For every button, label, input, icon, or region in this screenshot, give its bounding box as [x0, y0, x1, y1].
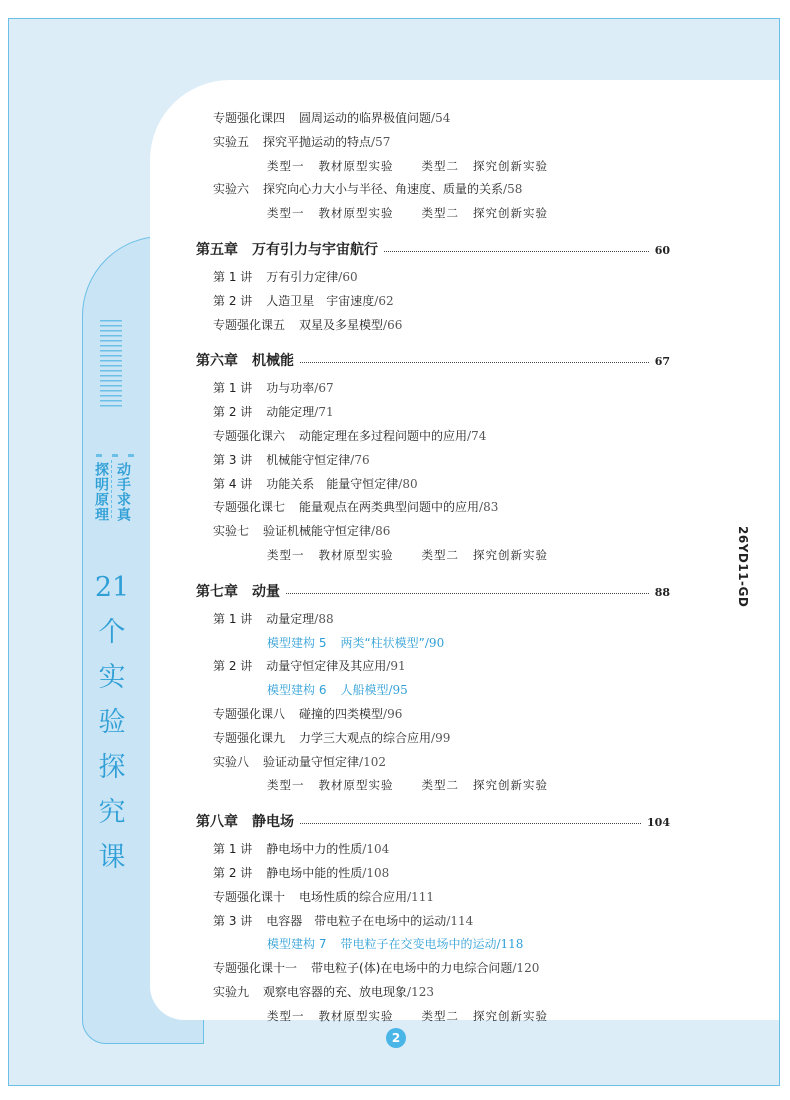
sidebar-title: [92, 565, 132, 880]
entry-page: /99: [431, 730, 451, 745]
entry-page: /88: [314, 611, 334, 626]
entry-label: 专题强化课四: [213, 111, 286, 125]
type-title: 探究创新实验: [473, 158, 548, 173]
entry-label: 第 1 讲: [213, 842, 253, 857]
type-title: 教材原型实验: [318, 206, 394, 221]
entry-title: 机械能守恒定律: [266, 452, 351, 467]
toc-type-row: [196, 774, 670, 798]
toc-entry[interactable]: [196, 608, 670, 632]
toc-entry[interactable]: [196, 178, 670, 202]
leader-dots: [286, 593, 649, 594]
toc-entry[interactable]: [196, 957, 670, 981]
chapter-page: 104: [647, 816, 670, 830]
entry-page: /104: [362, 842, 390, 857]
entry-title: 电场性质的综合应用: [299, 889, 408, 904]
decorative-dashes: [96, 454, 136, 457]
entry-title: 人造卫星 宇宙速度: [266, 293, 375, 308]
type-label: 类型二: [421, 158, 459, 173]
entry-label: 实验七: [213, 524, 250, 539]
toc-model-entry[interactable]: [196, 933, 670, 957]
entry-label: 专题强化课八: [213, 706, 286, 721]
sidebar-title-char: 21: [94, 572, 130, 603]
entry-page: /76: [350, 452, 370, 467]
entry-label: 模型建构 7: [267, 937, 327, 952]
table-of-contents: [196, 107, 670, 1029]
entry-label: 第 1 讲: [213, 611, 253, 626]
entry-title: 探究平抛运动的特点: [263, 134, 372, 149]
toc-entry[interactable]: [196, 107, 670, 131]
type-label: 类型二: [421, 778, 459, 793]
sidebar-motto-2: 动手求真: [115, 462, 131, 522]
entry-label: 第 3 讲: [213, 913, 253, 928]
entry-page: /62: [374, 293, 394, 308]
toc-entry[interactable]: [196, 401, 670, 425]
entry-label: 专题强化课七: [213, 500, 286, 515]
entry-title: 功与功率: [266, 381, 315, 396]
type-label: 类型一: [267, 547, 305, 562]
toc-type-row: [196, 544, 670, 568]
toc-entry[interactable]: [196, 473, 670, 497]
entry-title: 动量守恒定律及其应用: [266, 659, 387, 674]
entry-page: /54: [431, 111, 451, 125]
decorative-stripes: [100, 320, 122, 408]
type-title: 教材原型实验: [318, 1008, 394, 1023]
entry-title: 人船模型: [340, 683, 389, 698]
type-label: 类型二: [421, 1008, 459, 1023]
toc-entry[interactable]: [196, 496, 670, 520]
chapter-label: 第八章: [196, 814, 238, 831]
chapter-title: 万有引力与宇宙航行: [252, 241, 378, 258]
entry-page: /90: [424, 635, 445, 650]
entry-label: 模型建构 6: [267, 683, 327, 698]
page-number: 2: [386, 1028, 406, 1048]
entry-page: /71: [314, 405, 334, 420]
toc-model-entry[interactable]: [196, 679, 670, 703]
type-title: 探究创新实验: [473, 206, 548, 221]
entry-label: 第 2 讲: [213, 659, 253, 674]
entry-title: 静电场中力的性质: [266, 842, 363, 857]
entry-title: 验证动量守恒定律: [263, 754, 360, 769]
entry-page: /57: [371, 134, 391, 149]
entry-label: 实验九: [213, 984, 250, 999]
toc-entry[interactable]: [196, 981, 670, 1005]
toc-entry[interactable]: [196, 131, 670, 155]
toc-type-row: [196, 155, 670, 179]
entry-page: /108: [362, 865, 390, 880]
type-title: 探究创新实验: [473, 1008, 548, 1023]
entry-title: 电容器 带电粒子在电场中的运动: [266, 913, 447, 928]
leader-dots: [300, 823, 641, 824]
entry-title: 静电场中能的性质: [266, 865, 363, 880]
entry-title: 万有引力定律: [266, 269, 339, 284]
type-title: 教材原型实验: [318, 778, 394, 793]
toc-entry[interactable]: [196, 751, 670, 775]
sidebar-motto-1: 探明原理: [93, 462, 109, 522]
toc-entry[interactable]: [196, 449, 670, 473]
toc-entry[interactable]: [196, 886, 670, 910]
toc-entry[interactable]: [196, 314, 670, 338]
chapter-page: 67: [654, 355, 670, 369]
toc-entry[interactable]: [196, 520, 670, 544]
chapter-page: 60: [654, 243, 670, 257]
entry-page: /66: [383, 317, 403, 332]
type-label: 类型一: [267, 1008, 305, 1023]
sidebar-title-char: 验: [98, 707, 126, 738]
type-label: 类型一: [267, 158, 305, 173]
entry-label: 第 2 讲: [213, 865, 253, 880]
entry-page: /95: [388, 683, 408, 698]
entry-title: 动能定理: [266, 405, 315, 420]
entry-title: 双星及多星模型: [299, 317, 384, 332]
toc-type-row: [196, 1005, 670, 1029]
entry-page: /118: [496, 937, 524, 952]
entry-label: 专题强化课五: [213, 317, 286, 332]
entry-page: /74: [467, 428, 487, 443]
entry-title: 观察电容器的充、放电现象: [263, 984, 408, 999]
entry-page: /91: [386, 659, 406, 674]
entry-page: /60: [338, 269, 358, 284]
type-title: 教材原型实验: [318, 158, 394, 173]
entry-title: 能量观点在两类典型问题中的应用: [299, 500, 480, 515]
type-title: 教材原型实验: [318, 547, 394, 562]
entry-title: 功能关系 能量守恒定律: [266, 476, 399, 491]
entry-page: /83: [479, 500, 499, 515]
toc-entry[interactable]: [196, 425, 670, 449]
chapter-label: 第六章: [196, 353, 238, 370]
sidebar-title-char: 实: [98, 662, 126, 693]
entry-title: 动量定理: [266, 611, 315, 626]
entry-label: 第 2 讲: [213, 405, 253, 420]
type-label: 类型二: [421, 206, 459, 221]
toc-entry[interactable]: [196, 838, 670, 862]
entry-page: /114: [446, 913, 474, 928]
entry-title: 动能定理在多过程问题中的应用: [299, 428, 468, 443]
toc-entry[interactable]: [196, 910, 670, 934]
book-code: 26YD11-GD: [736, 526, 750, 608]
entry-label: 第 1 讲: [213, 381, 253, 396]
chapter-heading[interactable]: [196, 577, 670, 608]
entry-label: 专题强化课六: [213, 428, 286, 443]
entry-title: 碰撞的四类模型: [299, 706, 384, 721]
toc-entry[interactable]: [196, 727, 670, 751]
toc-entry[interactable]: [196, 290, 670, 314]
leader-dots: [384, 251, 649, 252]
toc-type-row: [196, 202, 670, 226]
entry-page: /86: [371, 524, 391, 539]
toc-entry[interactable]: [196, 266, 670, 290]
sidebar-title-char: 究: [98, 797, 126, 828]
chapter-heading[interactable]: [196, 807, 670, 838]
entry-title: 验证机械能守恒定律: [263, 524, 372, 539]
entry-title: 带电粒子在交变电场中的运动: [340, 937, 497, 952]
chapter-title: 机械能: [252, 353, 294, 370]
sidebar-title-char: 个: [98, 617, 126, 648]
sidebar-title-char: 探: [98, 752, 126, 783]
entry-label: 第 2 讲: [213, 293, 253, 308]
chapter-label: 第七章: [196, 583, 238, 600]
chapter-heading[interactable]: [196, 346, 670, 377]
toc-entry[interactable]: [196, 655, 670, 679]
entry-label: 模型建构 5: [267, 635, 327, 650]
entry-label: 实验六: [213, 182, 250, 197]
entry-title: 两类“柱状模型”: [340, 635, 425, 650]
type-title: 探究创新实验: [473, 547, 548, 562]
chapter-page: 88: [654, 585, 670, 599]
entry-title: 探究向心力大小与半径、角速度、质量的关系: [263, 182, 504, 197]
type-title: 探究创新实验: [473, 778, 548, 793]
entry-page: /102: [359, 754, 386, 769]
entry-label: 专题强化课十一: [213, 961, 298, 976]
entry-label: 第 1 讲: [213, 269, 253, 284]
chapter-heading[interactable]: [196, 235, 670, 266]
entry-page: /58: [503, 182, 523, 197]
chapter-title: 动量: [252, 583, 280, 600]
entry-title: 带电粒子(体)在电场中的力电综合问题: [311, 961, 513, 976]
sidebar-title-char: 课: [98, 842, 126, 873]
entry-page: /123: [407, 984, 434, 999]
entry-page: /96: [383, 706, 403, 721]
entry-label: 专题强化课九: [213, 730, 286, 745]
entry-page: /80: [398, 476, 418, 491]
leader-dots: [300, 362, 649, 363]
toc-model-entry[interactable]: [196, 632, 670, 656]
entry-label: 实验八: [213, 754, 250, 769]
toc-entry[interactable]: [196, 862, 670, 886]
type-label: 类型二: [421, 547, 459, 562]
entry-title: 圆周运动的临界极值问题: [299, 111, 432, 125]
entry-label: 实验五: [213, 134, 250, 149]
sidebar-divider: [111, 460, 112, 518]
entry-page: /67: [314, 381, 334, 396]
toc-entry[interactable]: [196, 703, 670, 727]
chapter-title: 静电场: [252, 814, 294, 831]
entry-label: 专题强化课十: [213, 889, 286, 904]
entry-page: /120: [512, 961, 540, 976]
type-label: 类型一: [267, 778, 305, 793]
entry-title: 力学三大观点的综合应用: [299, 730, 432, 745]
entry-label: 第 3 讲: [213, 452, 253, 467]
toc-entry[interactable]: [196, 377, 670, 401]
entry-page: /111: [407, 889, 434, 904]
chapter-label: 第五章: [196, 241, 238, 258]
type-label: 类型一: [267, 206, 305, 221]
entry-label: 第 4 讲: [213, 476, 253, 491]
